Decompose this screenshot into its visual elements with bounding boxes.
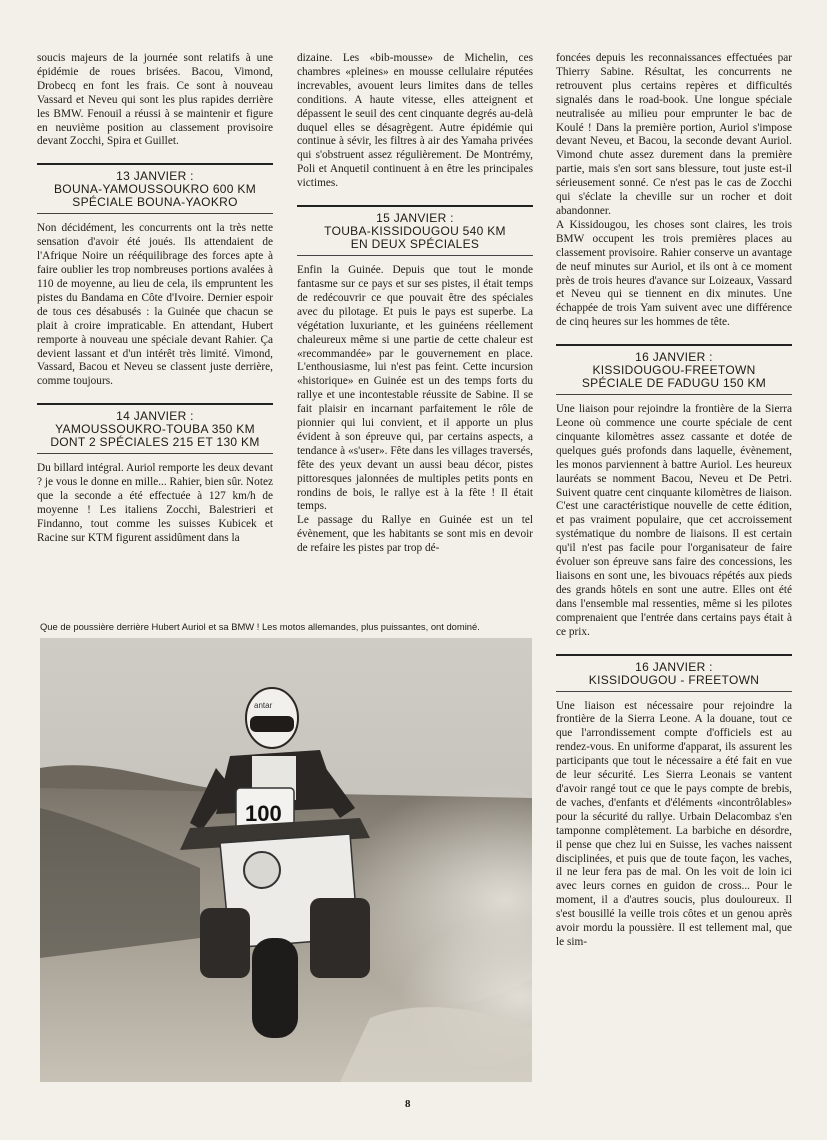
section-heading [37, 163, 273, 214]
heading-route: KISSIDOUGOU-FREETOWN [592, 363, 756, 378]
paragraph: Le passage du Rallye en Guinée est un tel évènement, que les habitants se sont mis en devoir de refaire les pistes par trop dé- [297, 514, 533, 555]
heading-special: EN DEUX SPÉCIALES [350, 237, 480, 252]
heading-date: 16 JANVIER : [635, 659, 713, 674]
section-heading [556, 344, 792, 395]
heading-date: 15 JANVIER : [376, 211, 454, 226]
section-heading [556, 654, 792, 692]
paragraph: soucis majeurs de la journée sont relatifs à une épidémie de roues brisées. Bacou, Vimond, Drobecq en font les frais. Ce sont à nouveau Vassard et Neveu qui sont les plus rapides derrière les BMW. Fenouil a réussi à se maintenir et figure en neuvième position au classement provisoire devant Zocchi, Spira et Guillet. [37, 52, 273, 148]
paragraph: foncées depuis les reconnaissances effectuées par Thierry Sabine. Résultat, les concurrents ne retrouvent plus certains repères et difficultés signalés dans le road-book. Une longue spéciale neutralisée au milieu pour emprunter le bac de Koulé ! Dans la première portion, Auriol s'impose devant Neveu, et Bacou, la seconde devant Auriol. Vimond chute assez durement dans la première partie, mais s'en sort sans blessure, tout juste est-il sérieusement sonné. Ce n'est pas le cas de Zocchi qui s'éclate la cheville sur un rocher et doit abandonner. [556, 52, 792, 217]
column-1 [37, 52, 273, 546]
heading-special: DONT 2 SPÉCIALES 215 ET 130 KM [50, 435, 260, 450]
race-number: 100 [245, 801, 282, 826]
heading-date: 13 JANVIER : [116, 169, 194, 184]
heading-route: YAMOUSSOUKRO-TOUBA 350 KM [55, 422, 255, 437]
paragraph: A Kissidougou, les choses sont claires, les trois BMW occupent les trois premières places au classement provisoire. Rahier conserve un avantage de neuf minutes sur Auriol, et ils ont à ce moment près de trois heures d'avance sur Loizeaux, Vassard et Neveu qui se tiennent en dix minutes. Une échappée de trois Yam suivent avec une différence de cinq heures sur les hommes de tête. [556, 218, 792, 329]
heading-special: SPÉCIALE BOUNA-YAOKRO [72, 195, 238, 210]
section-heading [297, 205, 533, 256]
paragraph: Enfin la Guinée. Depuis que tout le monde fantasme sur ce pays et sur ses pistes, il était temps de redécouvrir ce que pouvait être des spéciales avec du pilotage. Et puis le pays est superbe. La végétation luxuriante, et les guinéens réellement chaleureux même si une partie de cette chaleur est «recommandée» par le gouvernement en place. L'enthousiasme, lui n'est pas feint. Cette incursion «historique» en Guinée est un des temps forts du rallye et une incontestable réussite de Sabine. Il se fait plaisir en incarnant parfaitement le rôle de pionnier qui lui convient, et il apporte un plus évident à son épreuve qui, par certains aspects, a tendance à «s'user». Fête dans les villages traversés, fête des yeux devant un aussi beau décor, pistes pittoresques jalonnées de multiples petits ponts en rondins de bois, le rallye est à la fête ! Il était temps. [297, 264, 533, 513]
section-heading [37, 403, 273, 454]
paragraph: Du billard intégral. Auriol remporte les deux devant ? je vous le donne en mille... Rahier, bien sûr. Notez que la seconde a été effectuée à 127 km/h de moyenne ! Les italiens Zocchi, Balestrieri et Findanno, tout comme les suisses Kubicek et Racine sur KTM figurent assidûment dans la [37, 462, 273, 544]
column-2 [297, 52, 533, 556]
heading-date: 16 JANVIER : [635, 350, 713, 365]
paragraph: Une liaison est nécessaire pour rejoindre la frontière de la Sierra Leone. A la douane, tout ce que l'arrondissement compte d'officiels est au rendez-vous. En uniforme d'apparat, ils assurent les participants que tout le nécessaire a été fait en vue de leur sécurité. Les Sierra Leonais se vantent d'avoir rangé tout ce que le pays compte de brebis, de vaches, d'enfants et d'éléments «incontrôlables» pour la sécurité du rallye. Urbain Delacombaz s'en tamponne complètement. La barbiche en désordre, il pense que chez lui en Suisse, les vaches naissent disciplinées, et puis que de toute façon, les vaches, il ne leur fera pas de mal. On les voit de loin ici avec leurs cornes en guidon de cross... Pour le moment, il a d'autres soucis, plus douloureux. Il s'est bousillé la veille trois côtes et un genou après avoir mordu la poussière. Il est tellement mal, que le sim- [556, 699, 792, 948]
heading-route: BOUNA-YAMOUSSOUKRO 600 KM [54, 182, 256, 197]
photo-caption: Que de poussière derrière Hubert Auriol et sa BMW ! Les motos allemandes, plus puissantes, ont dominé. [40, 621, 480, 632]
heading-route: TOUBA-KISSIDOUGOU 540 KM [324, 224, 506, 239]
heading-special: SPÉCIALE DE FADUGU 150 KM [581, 376, 767, 391]
rally-photo [40, 638, 532, 1082]
paragraph: dizaine. Les «bib-mousse» de Michelin, ces chambres «pleines» en mousse cellulaire réputées increvables, avouent leurs limites dans de telles conditions. A haute vitesse, elles atteignent et dépassent le seuil des cent cinquante degrés au-delà duquel elles se désagrègent. Autre épidémie qui continue à sévir, les filtres à air des Yamaha privées qui s'obstruent assez régulièrement. De Montrémy, Poli et Anquetil continuent à en être les principales victimes. [297, 52, 533, 190]
motorcycle-image [40, 638, 532, 1082]
heading-route: KISSIDOUGOU - FREETOWN [588, 672, 760, 687]
paragraph: Non décidément, les concurrents ont la très nette sensation d'avoir été joués. Ils attendaient de l'Afrique Noire un rééquilibrage des forces apte à faire oublier les trop nombreuses portions avalées à 110 de moyenne, au lieu de cela, ils empruntent les pistes du Bandama en Côte d'Ivoire. Dernier espoir de tous ces désabusés : la Guinée que chacun se plait à croire impraticable. En attendant, Hubert remporte à nouveau une spéciale devant Rahier. Ça devient lassant et d'un intérêt très limité. Vimond, Vassard, Bacou et Neveu se classent juste derrière, comme toujours. [37, 222, 273, 388]
column-3 [556, 52, 792, 950]
heading-date: 14 JANVIER : [116, 409, 194, 424]
page-number: 8 [405, 1098, 411, 1110]
helmet-sponsor: antar [254, 701, 273, 710]
paragraph: Une liaison pour rejoindre la frontière de la Sierra Leone où commence une courte spéciale de cent cinquante kilomètres assez cassante et dotée de quelques gués profonds dans laquelle, évènement, les monos parviennent à battre Auriol. Les heureux lauréats se nomment Bacou, Neveu et De Petri. Suivent quatre cent cinquante kilomètres de liaison. C'est une caractéristique nouvelle de cette édition, et pas vraiment populaire, que cet accroissement systématique du nombre de liaisons. Il est certain qu'il n'est pas facile pour l'organisateur de faire évoluer son épreuve sans faire des concessions, les liaisons en sont une, les bivouacs répétés aux pieds des grands hôtels en sont une autre. Elles ont été dans l'ensemble mal ressenties, même si les pilotes comprenaient que l'entrée dans certains pays était à ce prix. [556, 403, 792, 638]
